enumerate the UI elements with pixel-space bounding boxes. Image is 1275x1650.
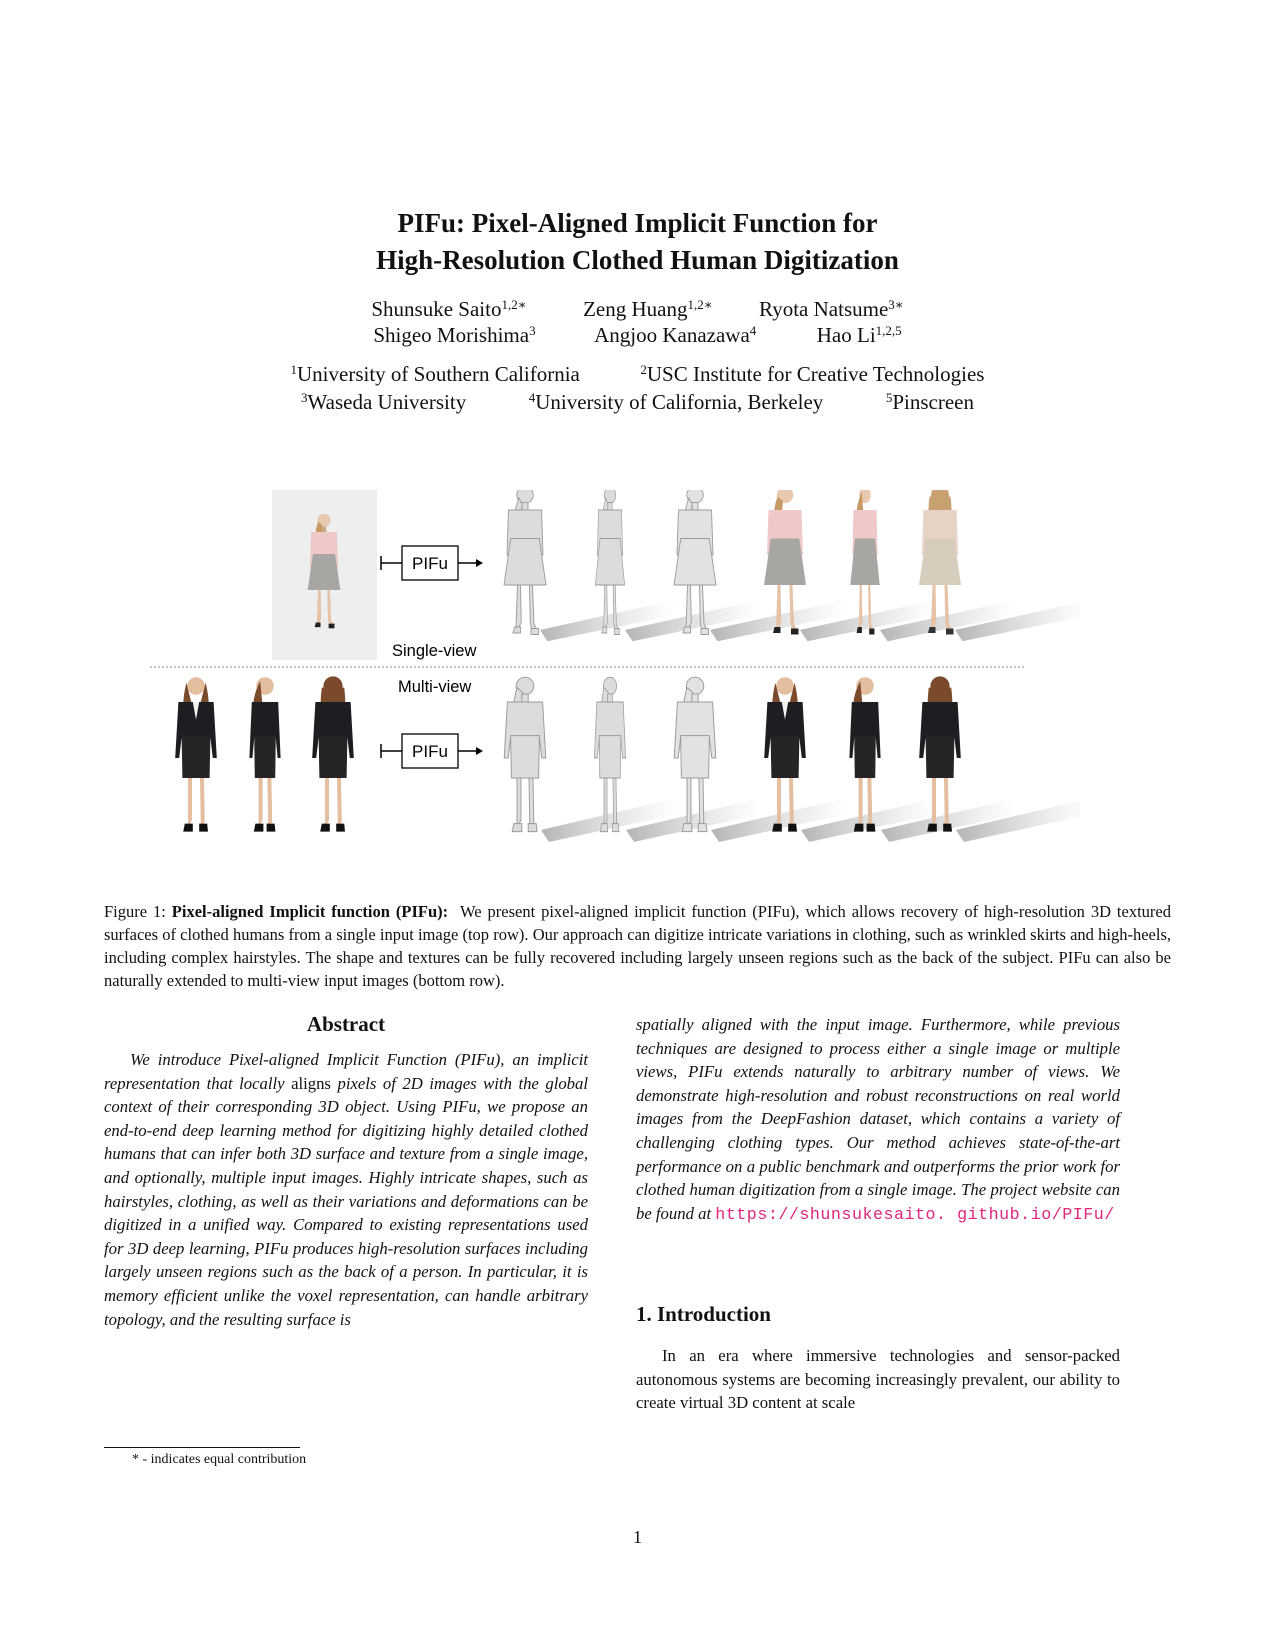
author: Shunsuke Saito$^{1,2∗}$ xyxy=(371,297,527,321)
arrowhead-multi xyxy=(476,747,483,755)
affiliation: $^4$University of California, Berkeley xyxy=(528,390,824,414)
affiliation: $^1$University of Southern California xyxy=(290,362,580,386)
intro-body: In an era where immersive technologies and sensor-packed autonomous systems are becoming increasingly prevalent, our ability to create virtual 3D content at scale xyxy=(636,1346,1120,1413)
abstract-body-right: spatially aligned with the input image. Furthermore, while previous techniques are designed to process either a single image or multiple views, PIFu extends naturally to arbitrary number of views. We demonstrate high-resolution and robust reconstructions on real world images from the DeepFashion dataset, which contains a variety of challenging clothing types. Our method achieves state-of-the-art performance on a public benchmark and outperforms the prior work for clothed human digitization from a single image. The project website can be found at https://shunsukesaito. github.io/PIFu/ xyxy=(636,1015,1120,1225)
multi-view-inputs xyxy=(175,676,354,831)
project-link[interactable]: https://shunsukesaito. github.io/PIFu/ xyxy=(715,1205,1115,1225)
affiliation-row-2 xyxy=(0,388,1275,416)
page-number: 1 xyxy=(633,1527,642,1547)
author-row-2 xyxy=(0,322,1275,348)
author: Zeng Huang$^{1,2∗}$ xyxy=(583,297,713,321)
footnote-rule xyxy=(104,1447,300,1448)
teaser-figure xyxy=(150,490,1080,890)
author: Shigeo Morishima$^3$ xyxy=(373,323,536,347)
mesh-multi-front xyxy=(504,677,677,842)
author: Ryota Natsume$^{3∗}$ xyxy=(759,297,904,321)
title-line-1: PIFu: Pixel-Aligned Implicit Function for xyxy=(397,208,878,238)
footnote: * - indicates equal contribution xyxy=(132,1452,307,1467)
mesh-front xyxy=(504,490,675,641)
input-person-multi-1 xyxy=(175,677,217,831)
textured-multi-front xyxy=(764,677,937,842)
affiliation-row-1 xyxy=(0,360,1275,388)
caption-bold: Pixel-aligned Implicit function (PIFu): xyxy=(171,902,449,921)
mesh-multi-back xyxy=(674,677,847,842)
affiliation: $^5$Pinscreen xyxy=(885,390,974,414)
single-view-label: Single-view xyxy=(392,642,477,660)
affiliation: $^2$USC Institute for Creative Technologies xyxy=(640,362,985,386)
pifu-box-single-label: PIFu xyxy=(412,554,448,573)
title-line-2: High-Resolution Clothed Human Digitization xyxy=(376,245,899,275)
arrowhead-single xyxy=(476,559,483,567)
single-view-results xyxy=(504,490,1080,641)
author: Hao Li$^{1,2,5}$ xyxy=(816,323,902,347)
abstract-heading: Abstract xyxy=(306,1012,386,1036)
pifu-box-multi-label: PIFu xyxy=(412,742,448,761)
caption-prefix: Figure 1: xyxy=(104,902,172,921)
multi-view-results xyxy=(504,676,1080,842)
input-person-multi-2 xyxy=(249,677,280,831)
affiliation: $^3$Waseda University xyxy=(301,390,467,414)
abstract-body-left: We introduce Pixel-aligned Implicit Function (PIFu), an implicit representation that locally aligns pixels of 2D images with the global context of their corresponding 3D object. Using PIFu, we propose an end-to-end deep learning method for digitizing highly detailed clothed humans that can infer both 3D surface and texture from a single image, and optionally, multiple input images. Highly intricate shapes, such as hairstyles, clothing, as well as their variations and deformations can be digitized in a unified way. Compared to existing representations used for 3D deep learning, PIFu produces high-resolution surfaces including largely unseen regions such as the back of a person. In particular, it is memory efficient unlike the voxel representation, can handle arbitrary topology, and the resulting surface is xyxy=(104,1050,589,1329)
multi-view-label: Multi-view xyxy=(398,678,472,696)
author: Angjoo Kanazawa$^4$ xyxy=(594,323,757,347)
paper-title xyxy=(0,205,1275,279)
intro-heading: 1. Introduction xyxy=(636,1302,771,1326)
author-row-1 xyxy=(0,296,1275,322)
caption-text: We present pixel-aligned implicit function (PIFu), which allows recovery of high-resolution 3D textured surfaces of clothed humans from a single input image (top row). Our approach can digitize intricate variations in clothing, such as wrinkled skirts and high-heels, including complex hairstyles. The shape and textures can be fully recovered including largely unseen regions such as the back of the subject. PIFu can also be naturally extended to multi-view input images (bottom row). xyxy=(104,902,1171,990)
figure-caption xyxy=(104,900,1171,992)
input-person-multi-3 xyxy=(312,676,354,831)
